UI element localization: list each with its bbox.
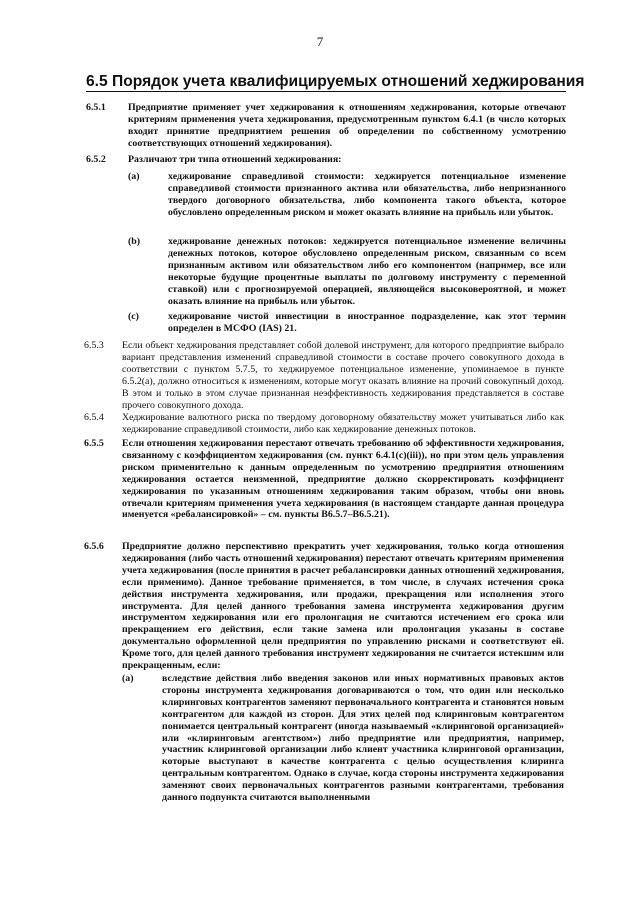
paragraph-6-5-3: Если объект хеджирования представляет собой долевой инструмент, для которого предприятие выбрало вариант представления изменений справедливой стоимости в составе прочего совокупного дохода в соответствии с пунктом 5.7.5, то хеджируемое потенциальное изменение, упоминаемое в пункте 6.5.2(a), должно относиться к изменениям, которые могут оказать влияние на прочий совокупный доход. В этом и только в этом случае признанная неэффективность хеджирования представляется в составе прочего совокупного дохода. — [122, 340, 564, 411]
section-heading: 6.5 Порядок учета квалифицируемых отношений хеджирования — [86, 73, 585, 90]
page-number: 7 — [316, 34, 324, 49]
paragraph-number-6-5-6: 6.5.6 — [84, 541, 104, 552]
item-text-c: хеджирование чистой инвестиции в иностранное подразделение, как этот термин определен в МСФО (IAS) 21. — [168, 311, 566, 334]
paragraph-number-6-5-2: 6.5.2 — [86, 154, 106, 165]
item-label-6-5-6-a: (a) — [122, 673, 134, 684]
paragraph-6-5-1: Предприятие применяет учет хеджирования к отношениям хеджирования, которые отвечают критериям применения учета хеджирования, предусмотренным пунктом 6.4.1 (в число которых входит принятие предприятием решения об определении по собственному усмотрению соответствующих отношений хеджирования). — [128, 102, 566, 149]
item-text-6-5-6-a: вследствие действия либо введения законов или иных нормативных правовых актов стороны инструмента хеджирования договариваются о том, что один или несколько клиринговых контрагентов заменяют первоначального контрагента и становятся новым контрагентом для каждой из сторон. Для этих целей под клиринговым контрагентом понимается центральный контрагент (иногда называемый «клиринговой организацией» или «клиринговым агентством») либо предприятие или предприятия, например, участник клиринговой организации либо клиент участника клиринговой организации, которые выступают в качестве контрагента с целью осуществления клиринга центральным контрагентом. Однако в случае, когда стороны инструмента хеджирования заменяют своих первоначальных контрагентов разными контрагентами, требования данного подпункта считаются выполненными — [162, 673, 564, 804]
paragraph-number-6-5-1: 6.5.1 — [86, 102, 106, 113]
item-label-b: (b) — [128, 236, 141, 247]
item-label-a: (a) — [128, 171, 140, 182]
item-text-a: хеджирование справедливой стоимости: хеджируется потенциальное изменение справедливой стоимости признанного актива или обязательства, либо непризнанного твердого договорного обязательства, либо компонента такого объекта, которое обусловлено определенным риском и может оказать влияние на прибыль или убыток. — [168, 171, 566, 218]
paragraph-number-6-5-3: 6.5.3 — [84, 340, 104, 351]
paragraph-6-5-2: Различают три типа отношений хеджирования: — [128, 154, 342, 165]
item-text-b: хеджирование денежных потоков: хеджируется потенциальное изменение величины денежных потоков, которое обусловлено определенным риском, связанным со всем признанным активом или обязательством либо его компонентом (например, все или некоторые будущие процентные выплаты по долговому инструменту с переменной ставкой) или с прогнозируемой операцией, являющейся высоковероятной, и может оказать влияние на прибыль или убыток. — [168, 236, 566, 307]
paragraph-6-5-4: Хеджирование валютного риска по твердому договорному обязательству может учитываться либо как хеджирование справедливой стоимости, либо как хеджирование денежных потоков. — [122, 412, 564, 435]
item-label-c: (c) — [128, 311, 139, 322]
paragraph-number-6-5-5: 6.5.5 — [84, 438, 104, 449]
paragraph-number-6-5-4: 6.5.4 — [84, 412, 104, 423]
paragraph-6-5-5: Если отношения хеджирования перестают отвечать требованию об эффективности хеджирования, связанному с коэффициентом хеджирования (см. пункт 6.4.1(c)(iii)), но при этом цель управления риском применительно к данным определенным по усмотрению предприятия отношениям хеджирования остается неизменной, предприятие должно скорректировать коэффициент хеджирования по указанным отношениям хеджирования таким образом, чтобы они вновь отвечали критериям применения учета хеджирования (в настоящем стандарте данная процедура именуется «ребалансировкой» – см. пункты B6.5.7–B6.5.21). — [122, 438, 564, 521]
paragraph-6-5-6: Предприятие должно перспективно прекратить учет хеджирования, только когда отношения хеджирования (либо часть отношений хеджирования) перестают отвечать критериям применения учета хеджирования (после принятия в расчет ребалансировки данных отношений хеджирования, если применимо). Данное требование применяется, в том числе, в случаях истечения срока действия инструмента хеджирования, или продажи, прекращения или исполнения этого инструмента. Для целей данного требования замена инструмента хеджирования другим инструментом хеджирования или его пролонгация не считаются истечением его срока или прекращением его действия, если такие замена или пролонгация указаны в составе документально оформленной цели предприятия по управлению рисками и соответствуют ей. Кроме того, для целей данного требования инструмент хеджирования не считается истекшим или прекращенным, если: — [122, 541, 564, 672]
